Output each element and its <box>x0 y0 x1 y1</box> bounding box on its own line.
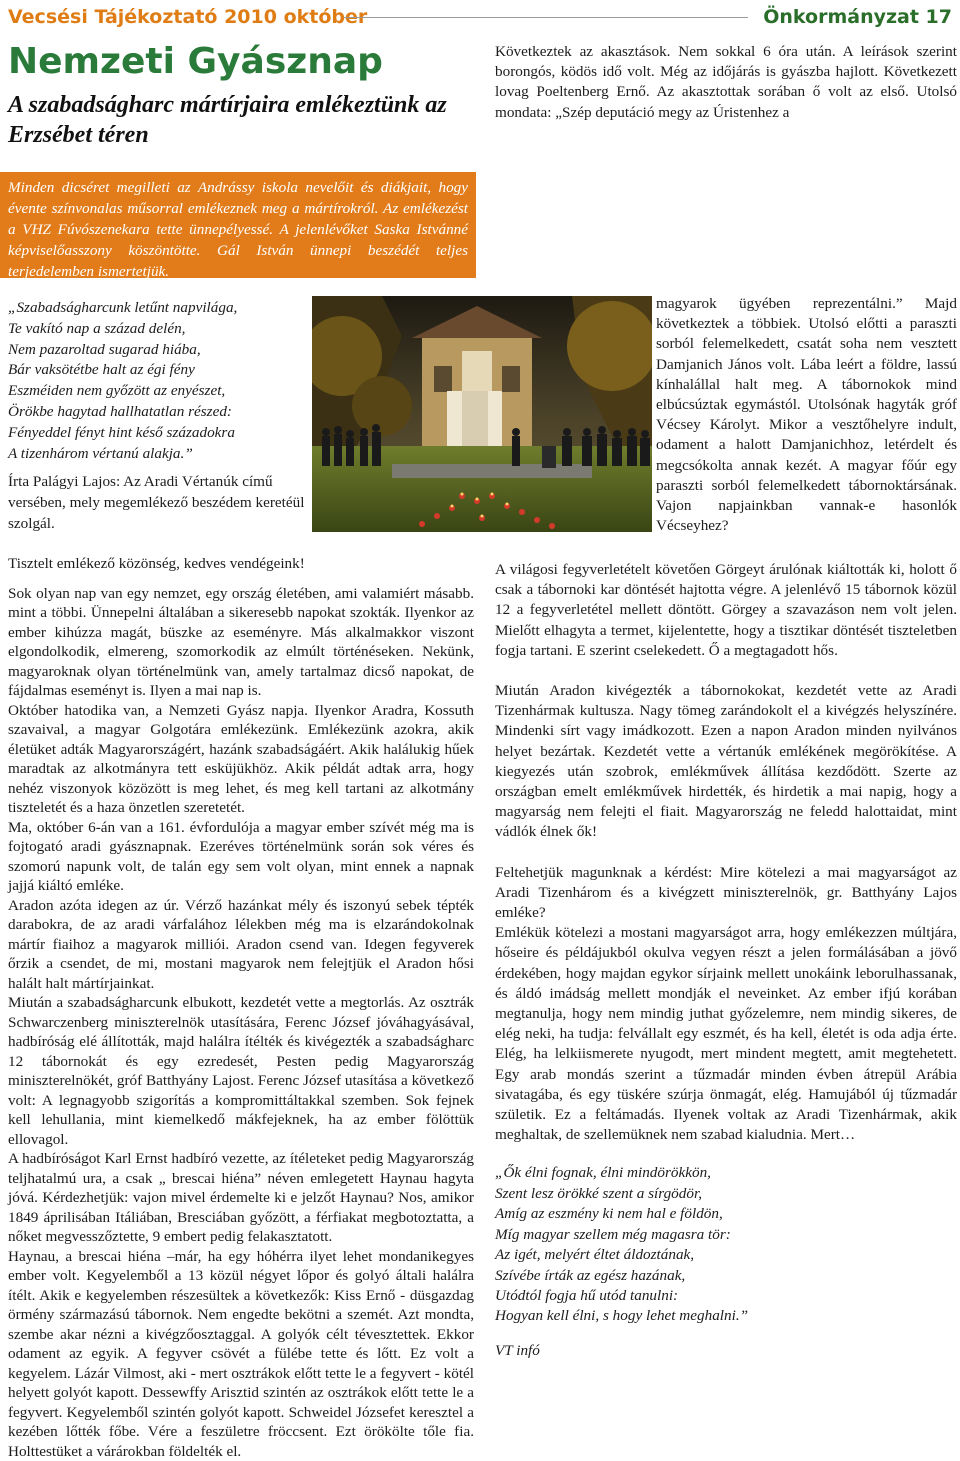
page-header <box>0 0 960 36</box>
body-paragraph: Október hatodika van, a Nemzeti Gyász napja. Ilyenkor Aradra, Kossuth szavaival, a magyar Golgotára emlékezünk. Emlékezünk azokra, akik életüket adták Magyarországért, hazánk szabadságáért. Akik halálukig hűek maradtak az alkotmányra tett esküjükhöz. Akik példát adtak arra, hogy nehéz viszonyok közözött is meg lehet, és meg kell tartani az alkotmány tiszteletét és a haza önzetlen szeretetét. <box>8 701 474 818</box>
body-paragraph: Sok olyan nap van egy nemzet, egy ország életében, ami valamiért másabb. mint a többi. Ünnepelni általában a sikeresebb napokat szokták. Ilyenkor az ember kihúzza magát, büszke az eseményre. Más alkalmakkor viszont elgondolkodik, elmereng, szomorkodik az elmúlt történéseken. Nekünk, magyaroknak olyan történelmünk van, amely tartalmaz dicső napokat, de fájdalmas eseményt is. Ilyen a mai nap is. <box>8 584 474 701</box>
commemoration-photo <box>312 296 652 532</box>
poem-line: Utódtól fogja hű utód tanulni: <box>495 1286 957 1306</box>
poem-line: Amíg az eszmény ki nem hal e földön, <box>495 1204 957 1224</box>
column-right-wrap <box>656 294 957 536</box>
photo-illustration <box>312 296 652 532</box>
poem-line: Eszméiden nem győzött az enyészet, <box>8 381 308 402</box>
article-signature: VT infó <box>495 1341 957 1361</box>
poem-line: Szent lesz örökké szent a sírgödör, <box>495 1184 957 1204</box>
poem-line: Bár vaksötétbe halt az égi fény <box>8 360 308 381</box>
body-paragraph: Haynau, a brescai hiéna –már, ha egy hóhérra ilyet lehet mondanikegyes ember volt. Kegyelemből a 13 közül négyet lőpor és golyó általi halálra ítélt. Akik e kegyelemben részesültek a következők: Kiss Ernő - düsgazdag örmény származású tábornok. Nem engedte bekötni a szemét. Azt mondta, szembe akar nézni a kivégzőosztaggal. A golyók célt tévesztettek. Ekkor odament az egyik. A fegyver csövét a fülébe tette és lőtt. Ez volt a kegyelem. Lázár Vilmost, aki - mert osztrákok előtt tette le a fegyvert - kötél helyett golyót kapott. Dessewffy Arisztid szintén az osztrákok előtt tette le a fegyvert. Kegyelemből szintén golyót kapott. Schweidel Józsefet keresztel a kezében lőtték főbe. Vére a feszületre fröccsent. Ezt örökölte tőle fia. Holttestüket a várárokban földelték el. <box>8 1247 474 1461</box>
body-paragraph: Feltehetjük magunknak a kérdést: Mire kötelezi a mai magyarságot az Aradi Tizenhárom és a kivégzett miniszterelnök, gr. Batthyány Lajos emléke? <box>495 863 957 924</box>
poem-line: „Ők élni fognak, élni mindörökkön, <box>495 1163 957 1183</box>
poem-line: „Szabadságharcunk letűnt napvilága, <box>8 298 308 319</box>
section-page-number: Önkormányzat 17 <box>763 6 952 28</box>
header-divider <box>344 17 748 18</box>
body-paragraph: Következtek az akasztások. Nem sokkal 6 óra után. A leírások szerint borongós, ködös idő volt. Még az időjárás is gyászba hajlott. Következett lovag Poeltenberg Ernő. Az akasztottak sorában ő volt az első. Utolsó mondata: „Szép deputáció megy az Úristenhez a <box>495 42 957 123</box>
body-paragraph: Miután a szabadságharcunk elbukott, kezdetét vette a megtorlás. Az osztrák Schwarczenberg miniszterelnök utasítására, Ferenc József jóváhagyásával, hadbíróság elé állították, majd halálra ítélték és kivégezték a szabadságharc 12 tábornokát és egy ezredesét, Pesten pedig Magyarország miniszterelnökét, gróf Batthyány Lajost. Ferenc József utasítása a következő volt: A legnagyobb szigorítás a kompromittáltakkal szemben. Sok fejnek kell lehullania, mint kiemelkedő mákfejeknek, ha az ember fölöttük ellovagol. <box>8 993 474 1149</box>
column-left <box>8 554 474 1461</box>
body-paragraph: Aradon azóta idegen az úr. Vérző hazánkat mély és iszonyú sebek tépték darabokra, de az aradi várfalához lélekben még ma is elzarándokolnak mártír fiaihoz a magyarok milliói. Aradon csend van. Idegen fegyverek őrzik a csendet, de mi, mostani magyarok nem felejtjük el Aradon hősi halált halt mártírjainkat. <box>8 896 474 994</box>
publication-title: Vecsési Tájékoztató 2010 október <box>8 6 367 28</box>
body-paragraph: magyarok ügyében reprezentálni.” Majd következtek a többiek. Utolsó előtti a paraszti sorból felemelkedett, csatát soha nem vesztett Damjanich János volt. Lába leért a földre, lassú kínhalállal halt meg. A tábornokok mind elbúcsúztak egymástól. Utolsónak hagyták gróf Vécsey Károlyt. Mikor a vesztőhelyre indult, odament a halott Damjanichhoz, letérdelt és megcsókolta annak kezét. A magyar főúr egy paraszti sorból felemelkedett tábornoktársának. Vajon napjainkban vannak-e hasonlók Vécseyhez? <box>656 294 957 536</box>
poem-line: Te vakító nap a század delén, <box>8 319 308 340</box>
poem-line: Míg magyar szellem még magasra tör: <box>495 1225 957 1245</box>
column-right <box>495 560 957 1361</box>
poem-line: Szívébe írták az egész hazának, <box>495 1266 957 1286</box>
lead-text: Minden dicséret megilleti az Andrássy iskola nevelőit és diákjait, hogy évente színvonalas műsorral emlékeznek meg a mártírokról. Az emlékezést a VHZ Fúvószenekara tette ünnepélyessé. A jelenlévőket Saska Istvánné képviselőasszony köszöntötte. Gál István ünnepi beszédét teljes terjedelemben ismertetjük. <box>8 177 468 282</box>
body-paragraph: A világosi fegyverletételt követően Görgeyt árulónak kiáltották ki, holott ő csak a tábornoki kar döntését hajtotta végre. A jelenlévő 15 tábornok közül 12 a fegyverletétel mellett döntött. Görgey a szavazáson nem volt jelen. Mielőtt elhagyta a termet, kijelentette, hogy a tisztikar döntését tiszteletben fogja tartani. E szerint cselekedett. Ő a megtagadott hős. <box>495 560 957 661</box>
body-paragraph: A hadbíróságot Karl Ernst hadbíró vezette, az ítéleteket pedig Magyarország teljhatalmú ura, a csak „ brescai hiéna” néven emlegetett Haynau hagyta jóvá. Kérdezhetjük: vajon mivel érdemelte ki e jelzőt Haynau? Nos, amikor 1849 áprilisában Itáliában, Bresciában győzött, a férfiakat megbotoztatta, a nőket megvesszőztette, 9 embert pedig felakasztatott. <box>8 1149 474 1247</box>
column-right-top <box>495 42 957 123</box>
poem-line: Örökbe hagytad hallhatatlan részed: <box>8 402 308 423</box>
lead-box <box>0 172 476 278</box>
poem-line: Fényeddel fényt hint késő századokra <box>8 423 308 444</box>
article-title: Nemzeti Gyásznap <box>8 40 383 84</box>
poem-attribution: Írta Palágyi Lajos: Az Aradi Vértanúk című versében, mely megemlékező beszédem keretéül szolgál. <box>8 472 308 534</box>
body-paragraph: Ma, október 6-án van a 161. évfordulója a magyar ember szívét még ma is fojtogató aradi gyásznapnak. Ezeréves történelmünk során sok véres és szomorú napunk volt, de talán egy sem volt olyan, mint ennek a napnak jajjá kiáltó emléke. <box>8 818 474 896</box>
body-paragraph: Miután Aradon kivégezték a tábornokokat, kezdetét vette az Aradi Tizenhármak kultusza. Nagy tömeg zarándokolt el a kivégzés helyszínére. Mindenki sírt vagy imádkozott. Ezen a napon Aradon minden nyilvános helyet bezártak. Kezdetét vette a vértanúk emlékének megörökítése. A kiegyezés után szobrok, emlékművek állítása kezdődött. Szerte az országban emelt emlékművek hirdették, és hirdetik a mai napig, hogy a magyarság nem felejti el fiait. Magyarország ne feledd halottaidat, mint vádlók élnek ők! <box>495 681 957 843</box>
closing-poem <box>495 1163 957 1326</box>
poem-line: Az igét, melyért éltet áldoztának, <box>495 1245 957 1265</box>
poem-line: A tizenhárom vértanú alakja.” <box>8 444 308 465</box>
greeting: Tisztelt emlékező közönség, kedves vendégeink! <box>8 554 474 574</box>
body-paragraph: Emlékük kötelezi a mostani magyarságot arra, hogy emlékezzen múltjára, hőseire és példájukból okulva vegyen részt a jelen formálásában a jövő érdekében, hogy majdan egykor sírjaink mellett unokáink leborulhassanak, és áldó imádság mellett mondják el neveinket. Az ember ifjú korában megtanulja, hogy nem mindig juthat győzelemre, nem mindig sikeres, de elég neki, ha tudja: felvállalt egy eszmét, és ha kell, életét is oda adja érte. Elég, ha lelkiismerete nyugodt, mert mindent megtett, amit megtehetett. Egy arab mondás szerint a tűzmadár minden évben átrepül Arábia sivatagába, és egy tüskére szúrja önmagát, elég. Hamujából új tűzmadár születik. Ez a feltámadás. Ilyenek voltak az Aradi Tizenhármak, akik meghaltak, de szellemüknek nem szabad kialudnia. Mert… <box>495 923 957 1145</box>
article-subtitle: A szabadságharc mártírjaira emlékeztünk az Erzsébet téren <box>8 90 478 150</box>
opening-poem <box>8 298 308 464</box>
poem-line: Hogyan kell élni, s hogy lehet meghalni.” <box>495 1306 957 1326</box>
poem-line: Nem pazaroltad sugarad hiába, <box>8 340 308 361</box>
